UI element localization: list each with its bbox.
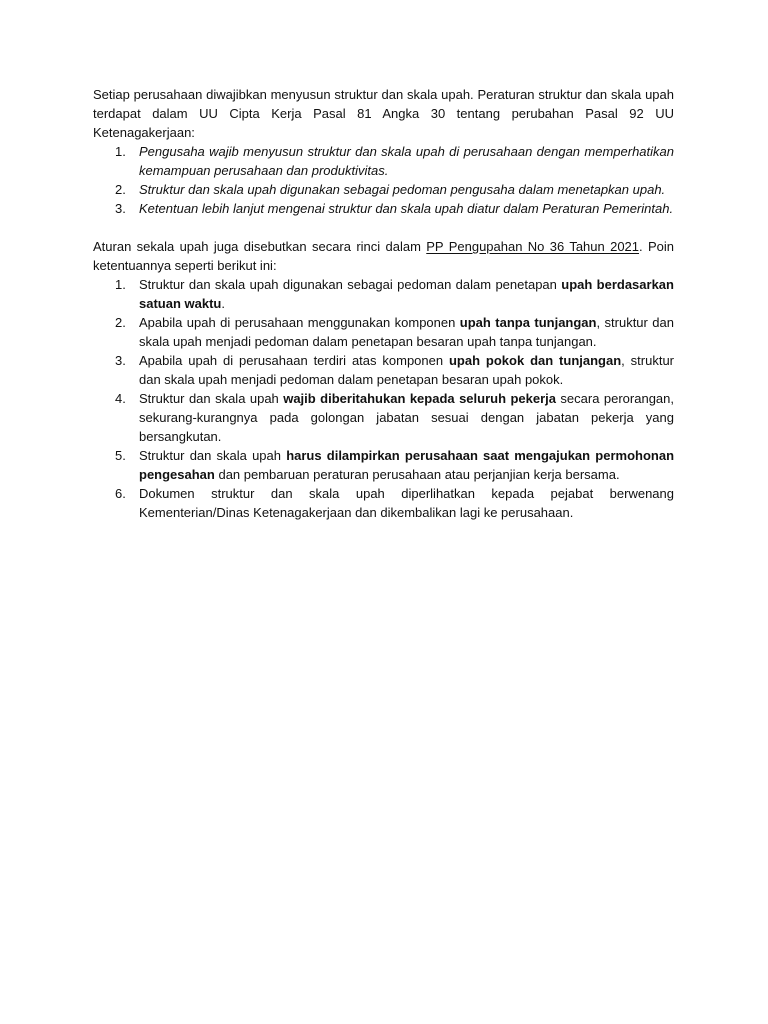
list-item xyxy=(93,275,674,313)
list-item xyxy=(93,351,674,389)
list-text: Pengusaha wajib menyusun struktur dan skala upah di perusahaan dengan memperhatikan kemampuan perusahaan dan produktivitas. xyxy=(139,144,674,178)
list-text-post: , struktur dan skala upah menjadi pedoman dalam penetapan besaran upah tanpa tunjangan. xyxy=(139,315,674,349)
list-text-bold: harus dilampirkan perusahaan saat mengajukan permohonan pengesahan xyxy=(139,448,675,482)
list-text: Ketentuan lebih lanjut mengenai struktur dan skala upah diatur dalam Peraturan Pemerintah. xyxy=(139,201,674,216)
list-text-pre: Struktur dan skala upah digunakan sebagai pedoman dalam penetapan xyxy=(139,277,562,292)
list-text-pre: Struktur dan skala upah xyxy=(139,448,287,463)
intro-paragraph: Setiap perusahaan diwajibkan menyusun struktur dan skala upah. Peraturan struktur dan skala upah terdapat dalam UU Cipta Kerja Pasal 81 Angka 30 tentang perubahan Pasal 92 UU Ketenagakerjaan: xyxy=(93,87,674,140)
uu-cipta-kerja-list xyxy=(93,142,674,218)
list-item xyxy=(93,199,674,218)
list-number: 5. xyxy=(115,448,126,463)
list-text-bold: upah berdasarkan satuan waktu xyxy=(139,277,674,311)
list-text-post: secara perorangan, sekurang-kurangnya pada golongan jabatan sesuai dengan jabatan pekerja yang bersangkutan. xyxy=(139,391,674,444)
list-number: 2. xyxy=(115,182,126,197)
list-text-post: dan pembaruan peraturan perusahaan atau perjanjian kerja bersama. xyxy=(214,467,620,482)
list-number: 4. xyxy=(115,391,126,406)
list-number: 3. xyxy=(115,201,126,216)
list-item xyxy=(93,142,674,180)
list-text-bold: wajib diberitahukan kepada seluruh pekerja xyxy=(283,391,556,406)
list-number: 1. xyxy=(115,144,126,159)
list-text: Struktur dan skala upah digunakan sebagai pedoman pengusaha dalam menetapkan upah. xyxy=(139,182,666,197)
list-number: 2. xyxy=(115,315,126,330)
list-item xyxy=(93,484,674,522)
list-text-pre: Dokumen struktur dan skala upah diperlihatkan kepada pejabat berwenang Kementerian/Dinas Ketenagakerjaan dan dikembalikan lagi ke perusahaan. xyxy=(139,486,674,520)
list-text-pre: Apabila upah di perusahaan terdiri atas komponen xyxy=(139,353,449,368)
list-text-bold: upah tanpa tunjangan xyxy=(459,315,597,330)
list-number: 3. xyxy=(115,353,126,368)
list-text-pre: Struktur dan skala upah xyxy=(139,391,284,406)
list-text-pre: Apabila upah di perusahaan menggunakan komponen xyxy=(139,315,460,330)
pp-pengupahan-paragraph xyxy=(93,237,674,275)
list-text-post: . xyxy=(221,296,225,311)
paragraph-spacer xyxy=(93,218,674,237)
paragraph-text-after: . Poin ketentuannya seperti berikut ini: xyxy=(93,239,674,273)
pp-pengupahan-list xyxy=(93,275,674,522)
list-text-bold: upah pokok dan tunjangan xyxy=(448,353,622,368)
list-number: 1. xyxy=(115,277,126,292)
list-item xyxy=(93,313,674,351)
paragraph-text-before: Aturan sekala upah juga disebutkan secara rinci dalam xyxy=(93,239,427,254)
list-text-post: , struktur dan skala upah menjadi pedoman dalam penetapan besaran upah pokok. xyxy=(139,353,674,387)
list-item xyxy=(93,446,674,484)
list-item xyxy=(93,389,674,446)
list-item xyxy=(93,180,674,199)
pp-pengupahan-link[interactable]: PP Pengupahan No 36 Tahun 2021 xyxy=(426,239,640,254)
list-number: 6. xyxy=(115,486,126,501)
